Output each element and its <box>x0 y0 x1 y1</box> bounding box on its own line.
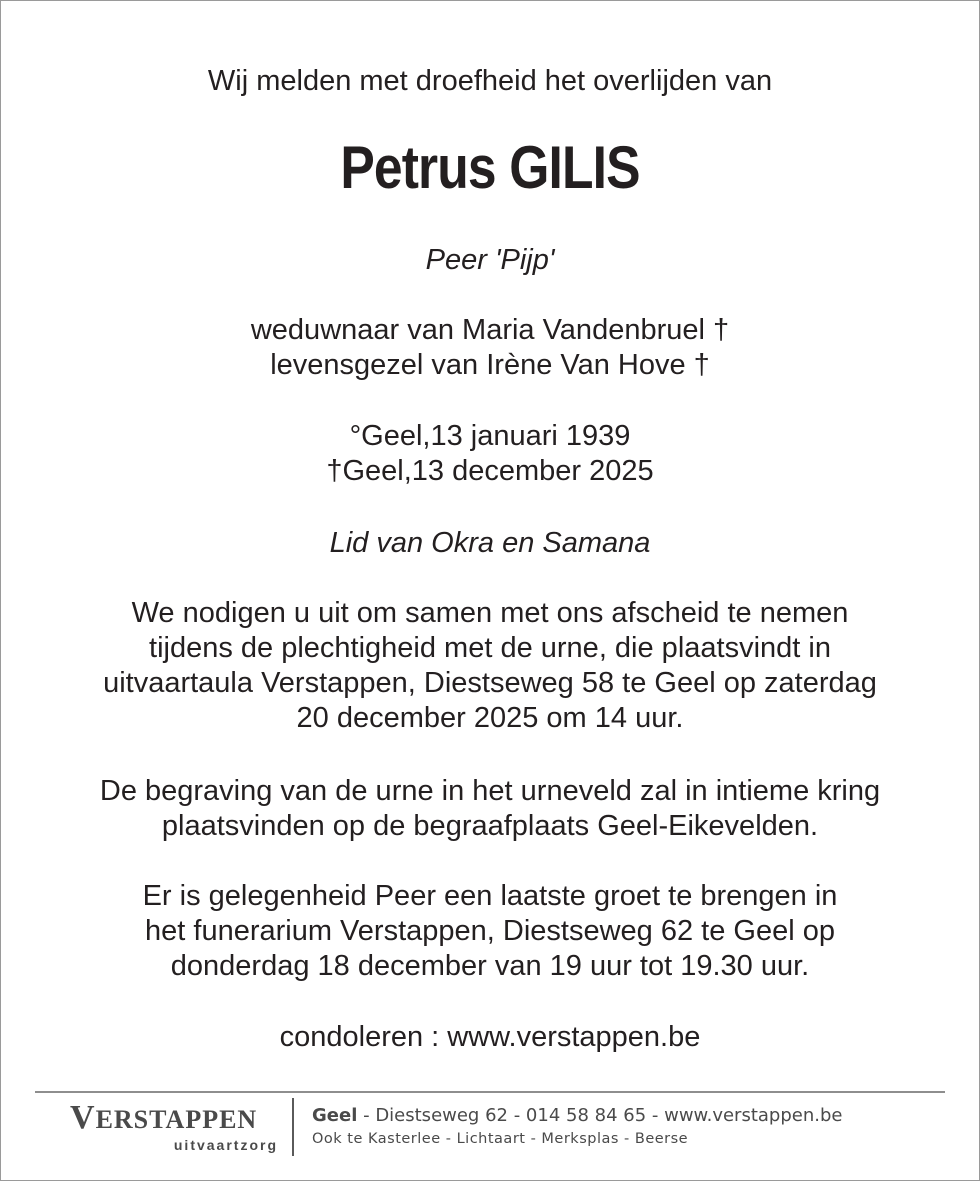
invitation-block <box>0 596 980 736</box>
footer-divider <box>35 1091 945 1093</box>
visitation-line: het funerarium Verstappen, Diestseweg 62 te Geel op <box>145 915 835 947</box>
burial-line: plaatsvinden op de begraafplaats Geel-Eikevelden. <box>161 810 819 842</box>
nickname: Peer 'Pijp' <box>425 244 555 276</box>
relation-line: levensgezel van Irène Van Hove † <box>270 349 710 381</box>
footer-separator <box>292 1098 294 1156</box>
visitation-block <box>0 879 980 984</box>
other-locations: Ook te Kasterlee - Lichtaart - Merksplas - Beerse <box>312 1131 689 1147</box>
condolences-text: condoleren : www.verstappen.be <box>279 1021 701 1053</box>
funeral-home-footer <box>0 1096 980 1166</box>
dates-block <box>0 419 980 489</box>
verstappen-logo <box>70 1098 280 1158</box>
burial-line: De begraving van de urne in het urneveld zal in intieme kring <box>99 775 881 807</box>
visitation-line: Er is gelegenheid Peer een laatste groet te brengen in <box>142 880 838 912</box>
contact-line <box>312 1104 842 1128</box>
contact-city: Geel <box>312 1105 358 1126</box>
invitation-line: 20 december 2025 om 14 uur. <box>296 702 684 734</box>
invitation-line: uitvaartaula Verstappen, Diestseweg 58 te Geel op zaterdag <box>103 667 877 699</box>
logo-subtitle: uitvaartzorg <box>173 1137 278 1153</box>
contact-details: - Diestseweg 62 - 014 58 84 65 - www.verstappen.be <box>357 1105 843 1126</box>
intro-text: Wij melden met droefheid het overlijden van <box>207 65 773 97</box>
birth-date: °Geel,13 januari 1939 <box>349 420 631 452</box>
logo-rest: ERSTAPPEN <box>95 1105 258 1134</box>
relation-line: weduwnaar van Maria Vandenbruel † <box>250 314 730 346</box>
logo-wordmark <box>70 1098 257 1140</box>
visitation-line: donderdag 18 december van 19 uur tot 19.30 uur. <box>170 950 810 982</box>
logo-initial: V <box>70 1099 96 1136</box>
invitation-line: We nodigen u uit om samen met ons afscheid te nemen <box>131 597 849 629</box>
death-date: †Geel,13 december 2025 <box>326 455 654 487</box>
burial-block <box>0 774 980 844</box>
relations-block <box>0 313 980 383</box>
deceased-name: Petrus GILIS <box>340 134 640 201</box>
invitation-line: tijdens de plechtigheid met de urne, die plaatsvindt in <box>149 632 831 664</box>
contact-info <box>312 1104 842 1150</box>
membership: Lid van Okra en Samana <box>329 527 651 559</box>
